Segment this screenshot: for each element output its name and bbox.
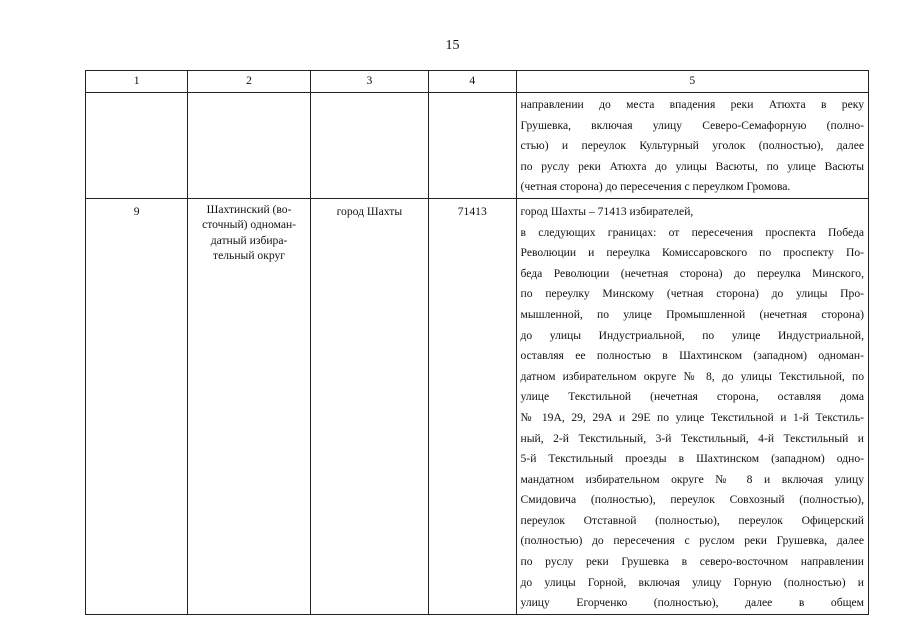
- description-line: мандатном избирательном округе № 8 и включая улицу: [520, 472, 864, 486]
- district-name: [188, 198, 310, 614]
- description-line: беда Революции (нечетная сторона) до переулка Минского,: [520, 266, 864, 280]
- table-row-continuation: [86, 93, 869, 199]
- page-number: 15: [445, 38, 460, 53]
- cell-empty: [428, 93, 516, 199]
- districts-table: [85, 70, 869, 615]
- description-line: улице Текстильной (нечетная сторона, оставляя дома: [520, 390, 864, 404]
- table-row-district-9: [86, 198, 869, 614]
- voter-count: 71413: [428, 198, 516, 614]
- boundary-description-continued: [516, 93, 868, 199]
- cell-empty: [310, 93, 428, 199]
- description-line: улицу Егорченко (полностью), далее в общем: [520, 596, 864, 610]
- column-header-3: 3: [310, 71, 428, 93]
- cell-empty: [86, 93, 188, 199]
- description-line: Смидовича (полностью), переулок Совхозный (полностью),: [520, 493, 864, 507]
- description-line: Грушевка, включая улицу Северо-Семафорную (полно-: [520, 118, 864, 132]
- description-line: по переулку Минскому (четная сторона) до улицы Про-: [520, 287, 864, 301]
- table-header-row: [86, 71, 869, 93]
- boundary-description: [516, 198, 868, 614]
- column-header-5: 5: [516, 71, 868, 93]
- description-line: ный, 2-й Текстильный, 3-й Текстильный, 4-й Текстильный и: [520, 431, 864, 445]
- description-line: по руслу реки Грушевка в северо-восточном направлении: [520, 555, 864, 569]
- description-line: до улицы Горной, включая улицу Горную (полностью) и: [520, 575, 864, 589]
- column-header-2: 2: [188, 71, 310, 93]
- description-line: Революции и переулка Комиссаровского по проспекту По-: [520, 246, 864, 260]
- description-line: оставляя ее полностью в Шахтинском (западном) одноман-: [520, 349, 864, 363]
- district-name-line: Шахтинский (во-: [206, 202, 292, 216]
- district-name-line: сточный) одноман-: [202, 218, 297, 232]
- description-line: (полностью) до пересечения с руслом реки Грушевка, далее: [520, 534, 864, 548]
- description-line: датном избирательном округе № 8, до улицы Текстильной, по: [520, 369, 864, 383]
- description-line: город Шахты – 71413 избирателей,: [520, 204, 694, 218]
- description-line: стью) и переулок Культурный уголок (полностью), далее: [520, 139, 864, 153]
- description-line: направлении до места впадения реки Атюхта в реку: [520, 98, 864, 111]
- district-center: город Шахты: [310, 198, 428, 614]
- description-line: переулок Отставной (полностью), переулок Офицерский: [520, 513, 864, 527]
- cell-empty: [188, 93, 310, 199]
- description-line: в следующих границах: от пересечения проспекта Победа: [520, 225, 864, 239]
- description-line: до улицы Индустриальной, по улице Индустриальной,: [520, 328, 864, 342]
- column-header-1: 1: [86, 71, 188, 93]
- district-name-line: датный избира-: [210, 233, 288, 247]
- description-line: 5-й Текстильный проезды в Шахтинском (западном) одно-: [520, 452, 864, 466]
- district-name-line: тельный округ: [213, 249, 286, 263]
- description-line: № 19А, 29, 29А и 29Е по улице Текстильной и 1-й Текстиль-: [520, 410, 864, 424]
- description-line: мышленной, по улице Промышленной (нечетная сторона): [520, 307, 864, 321]
- district-number: 9: [86, 198, 188, 614]
- description-line: по руслу реки Атюхта до улицы Васюты, по улице Васюты: [520, 159, 864, 173]
- description-line: (четная сторона) до пересечения с переулком Громова.: [520, 180, 791, 194]
- column-header-4: 4: [428, 71, 516, 93]
